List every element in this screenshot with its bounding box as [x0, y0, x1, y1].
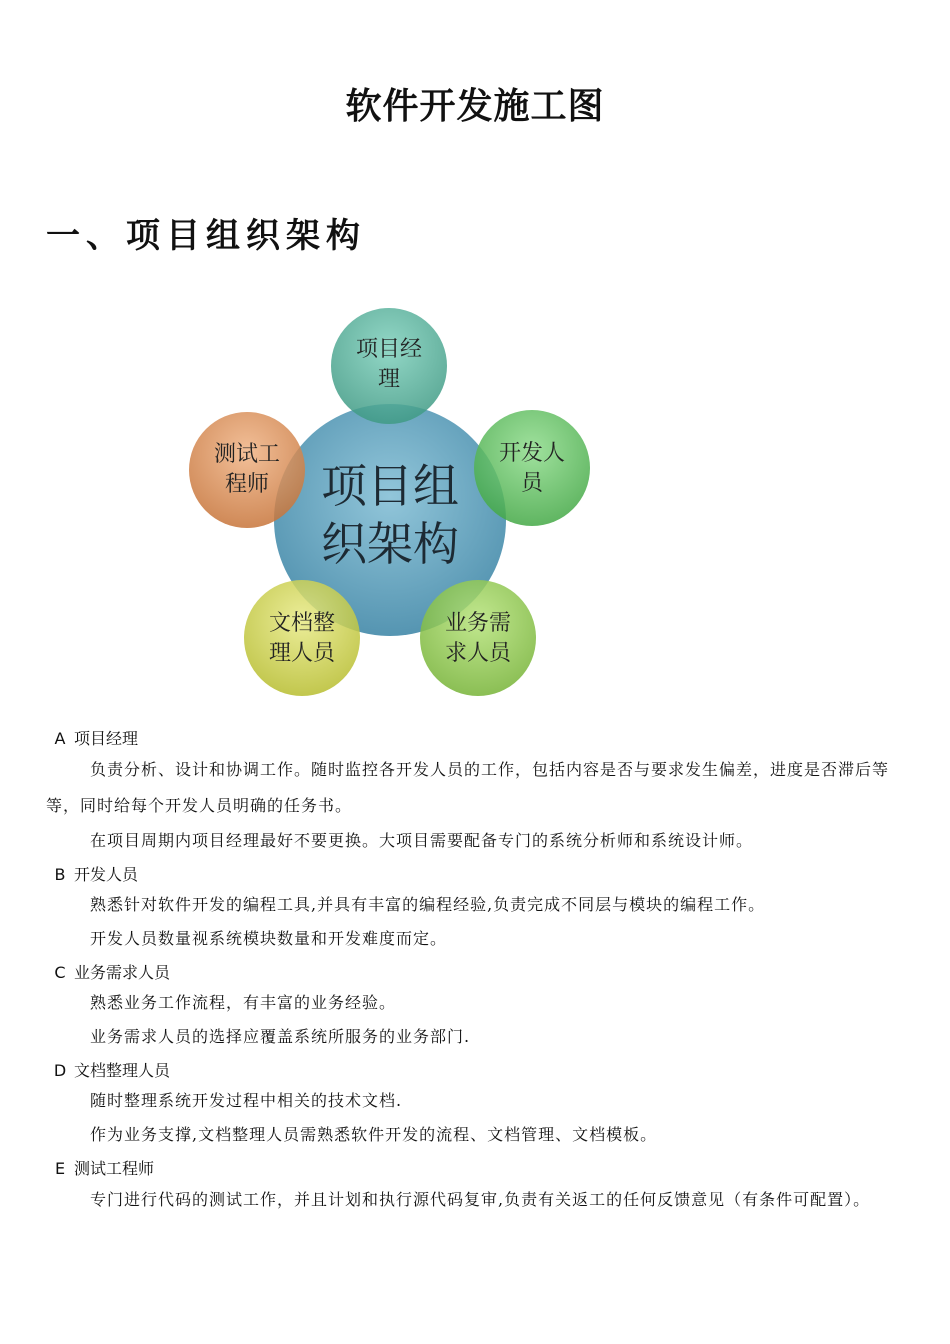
section-title: 项目经理: [74, 729, 139, 748]
node-label: 开发人: [498, 441, 566, 466]
section-heading: [46, 862, 906, 888]
node-test-engineer: [189, 412, 305, 528]
node-label: 业务需: [444, 611, 512, 636]
node-developers: [474, 410, 590, 526]
paragraph: 在项目周期内项目经理最好不要更换。大项目需要配备专门的系统分析师和系统设计师。: [90, 831, 754, 850]
paragraph: 熟悉针对软件开发的编程工具,并具有丰富的编程经验,负责完成不同层与模块的编程工作。: [90, 895, 766, 914]
node-label: 程师: [224, 472, 270, 497]
section-d: [46, 1058, 906, 1152]
center-label: 项目组: [321, 459, 459, 513]
document-title: 软件开发施工图: [345, 86, 605, 127]
section-e: [46, 1156, 906, 1218]
node-label: 理: [377, 367, 401, 392]
node-project-manager: [331, 308, 447, 424]
section-heading: [46, 960, 906, 986]
paragraph: 业务需求人员的选择应覆盖系统所服务的业务部门.: [90, 1027, 471, 1046]
section-heading: [46, 1058, 906, 1084]
paragraph: 熟悉业务工作流程，有丰富的业务经验。: [90, 993, 397, 1012]
node-label: 文档整: [268, 611, 336, 636]
section-heading: [46, 1156, 906, 1182]
section-heading: [46, 726, 906, 752]
node-documentation: [244, 580, 360, 696]
paragraph: 专门进行代码的测试工作，并且计划和执行源代码复审,负责有关返工的任何反馈意见（有条件可配置）。: [90, 1190, 871, 1209]
section-b: [46, 862, 906, 956]
paragraph: 负责分析、设计和协调工作。随时监控各开发人员的工作，包括内容是否与要求发生偏差，进度是否滞后等等，同时给每个开发人员明确的任务书。: [46, 760, 890, 815]
paragraph: 随时整理系统开发过程中相关的技术文档.: [90, 1091, 403, 1110]
section-letter: B: [54, 865, 66, 884]
node-label: 员: [520, 471, 544, 496]
role-descriptions: [46, 722, 906, 1218]
section-title: 开发人员: [74, 865, 139, 884]
section-letter: E: [54, 1159, 66, 1178]
org-structure-diagram: [180, 298, 610, 708]
node-label: 理人员: [268, 641, 336, 666]
paragraph: 作为业务支撑,文档整理人员需熟悉软件开发的流程、文档管理、文档模板。: [90, 1125, 658, 1144]
section-letter: D: [53, 1061, 67, 1080]
section-title: 文档整理人员: [74, 1061, 171, 1080]
section-letter: A: [54, 729, 66, 748]
paragraph: 开发人员数量视系统模块数量和开发难度而定。: [90, 929, 448, 948]
section-title: 测试工程师: [74, 1159, 155, 1178]
section-letter: C: [54, 963, 66, 982]
section-a: [46, 726, 906, 858]
node-label: 测试工: [213, 442, 281, 467]
center-label: 织架构: [321, 517, 459, 571]
section-title: 业务需求人员: [74, 963, 171, 982]
node-label: 项目经: [355, 337, 423, 362]
node-business-requirements: [420, 580, 536, 696]
section-c: [46, 960, 906, 1054]
section-heading: 一、项目组织架构: [46, 216, 366, 256]
node-label: 求人员: [444, 641, 512, 666]
